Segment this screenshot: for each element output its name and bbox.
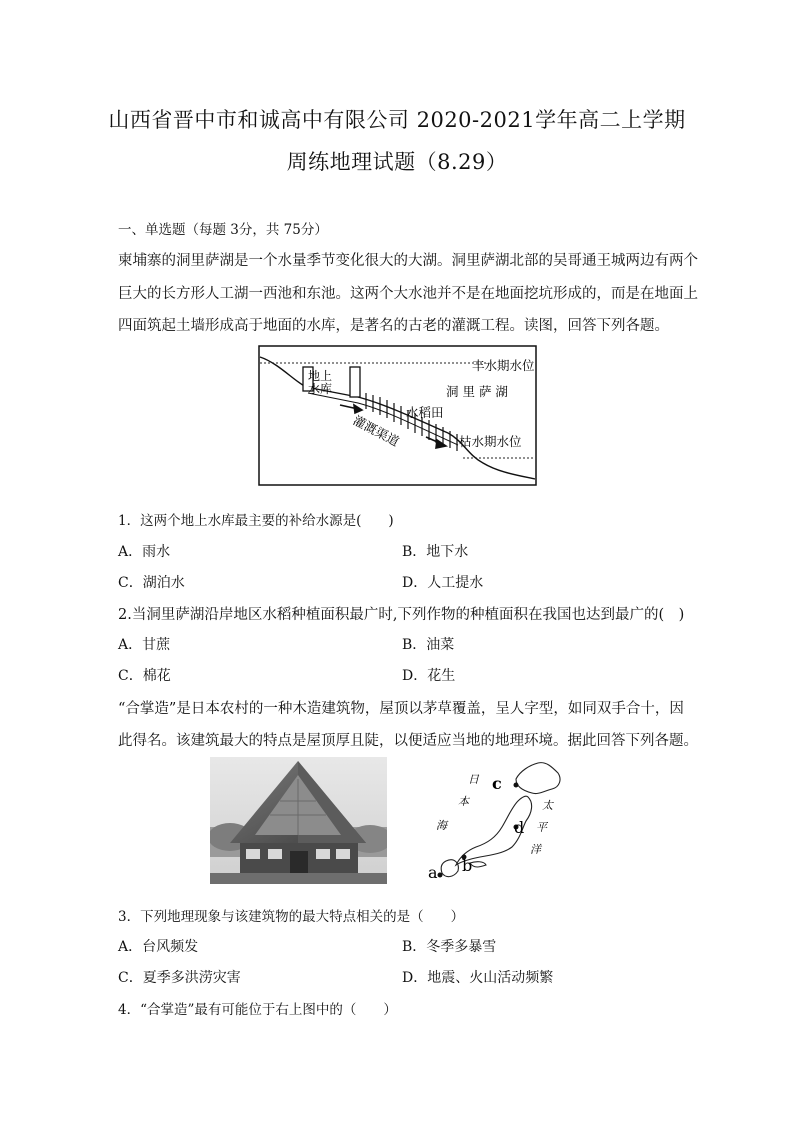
question-4-stem: 4．“合掌造”最有可能位于右上图中的（ ） [118,1002,397,1018]
page-title-line1: 山西省晋中市和诚高中有限公司 2020-2021学年高二上学期 [108,108,686,132]
reservoir-wall-right [350,367,360,397]
question-3-option-c[interactable]: C．夏季多洪涝灾害 [118,970,241,986]
page-title-line2: 周练地理试题（8.29） [286,150,508,174]
question-2-option-b[interactable]: B．油菜 [402,637,455,653]
question-1-option-a[interactable]: A．雨水 [118,544,171,560]
hokkaido-outline [516,763,560,794]
sea-east-label-1: 太 [542,799,553,812]
map-point-c: c [492,774,502,793]
question-1-option-b[interactable]: B．地下水 [402,544,469,560]
kyushu-outline [441,860,458,877]
sea-west-label-3: 海 [436,819,447,832]
sea-east-label-2: 平 [536,821,547,834]
passage1-line1: 柬埔寨的洞里萨湖是一个水量季节变化很大的大湖。洞里萨湖北部的吴哥通王城两边有两个 [118,253,698,269]
reservoir-label-1: 地上 [308,369,333,383]
gassho-house-photo [210,757,387,884]
sea-west-label-1: 日 [468,773,479,786]
question-2-option-d[interactable]: D．花生 [402,668,456,684]
question-1-stem: 1．这两个地上水库最主要的补给水源是( ) [118,513,394,529]
passage2-line2: 此得名。该建筑最大的特点是屋顶厚且陡，以便适应当地的地理环境。据此回答下列各题。 [118,733,698,749]
question-2-stem: 2.当洞里萨湖沿岸地区水稻种植面积最广时,下列作物的种植面积在我国也达到最广的( ) [118,607,685,623]
lake-label: 洞 里 萨 湖 [446,384,508,399]
question-3-stem: 3．下列地理现象与该建筑物的最大特点相关的是（ ） [118,909,465,925]
tonle-sap-cross-section-diagram [258,345,538,487]
section-heading: 一、单选题（每题 3分，共 75分） [118,222,328,238]
passage2-line1: “合掌造”是日本农村的一种木造建筑物，屋顶以茅草覆盖，呈人字型，如同双手合十，因 [118,701,684,717]
canal-label: 灌溉渠道 [350,412,402,450]
question-2-option-c[interactable]: C．棉花 [118,668,171,684]
japan-map [420,757,580,884]
shikoku-outline [470,862,486,867]
question-3-option-d[interactable]: D．地震、火山活动频繁 [402,970,554,986]
question-3-option-b[interactable]: B．冬季多暴雪 [402,939,497,955]
sea-east-label-3: 洋 [530,843,541,856]
sea-west-label-2: 本 [458,795,469,808]
question-2-option-a[interactable]: A．甘蔗 [118,637,171,653]
map-point-d: d [514,818,525,837]
question-3-option-a[interactable]: A．台风频发 [118,939,199,955]
passage1-line3: 四面筑起土墙形成高于地面的水库，是著名的古老的灌溉工程。读图，回答下列各题。 [118,318,669,334]
map-point-b: b [462,856,473,875]
high-water-label: 丰水期水位 [472,358,535,373]
low-water-label: 枯水期水位 [459,434,522,449]
question-1-option-c[interactable]: C．湖泊水 [118,575,185,591]
passage1-line2: 巨大的长方形人工湖一西池和东池。这两个大水池并不是在地面挖坑形成的，而是在地面上 [118,286,698,302]
paddy-label: 水稻田 [406,405,444,420]
map-dots [438,783,519,878]
question-1-option-d[interactable]: D．人工提水 [402,575,484,591]
map-point-a: a [428,863,438,882]
reservoir-label-2: 水库 [308,382,333,396]
